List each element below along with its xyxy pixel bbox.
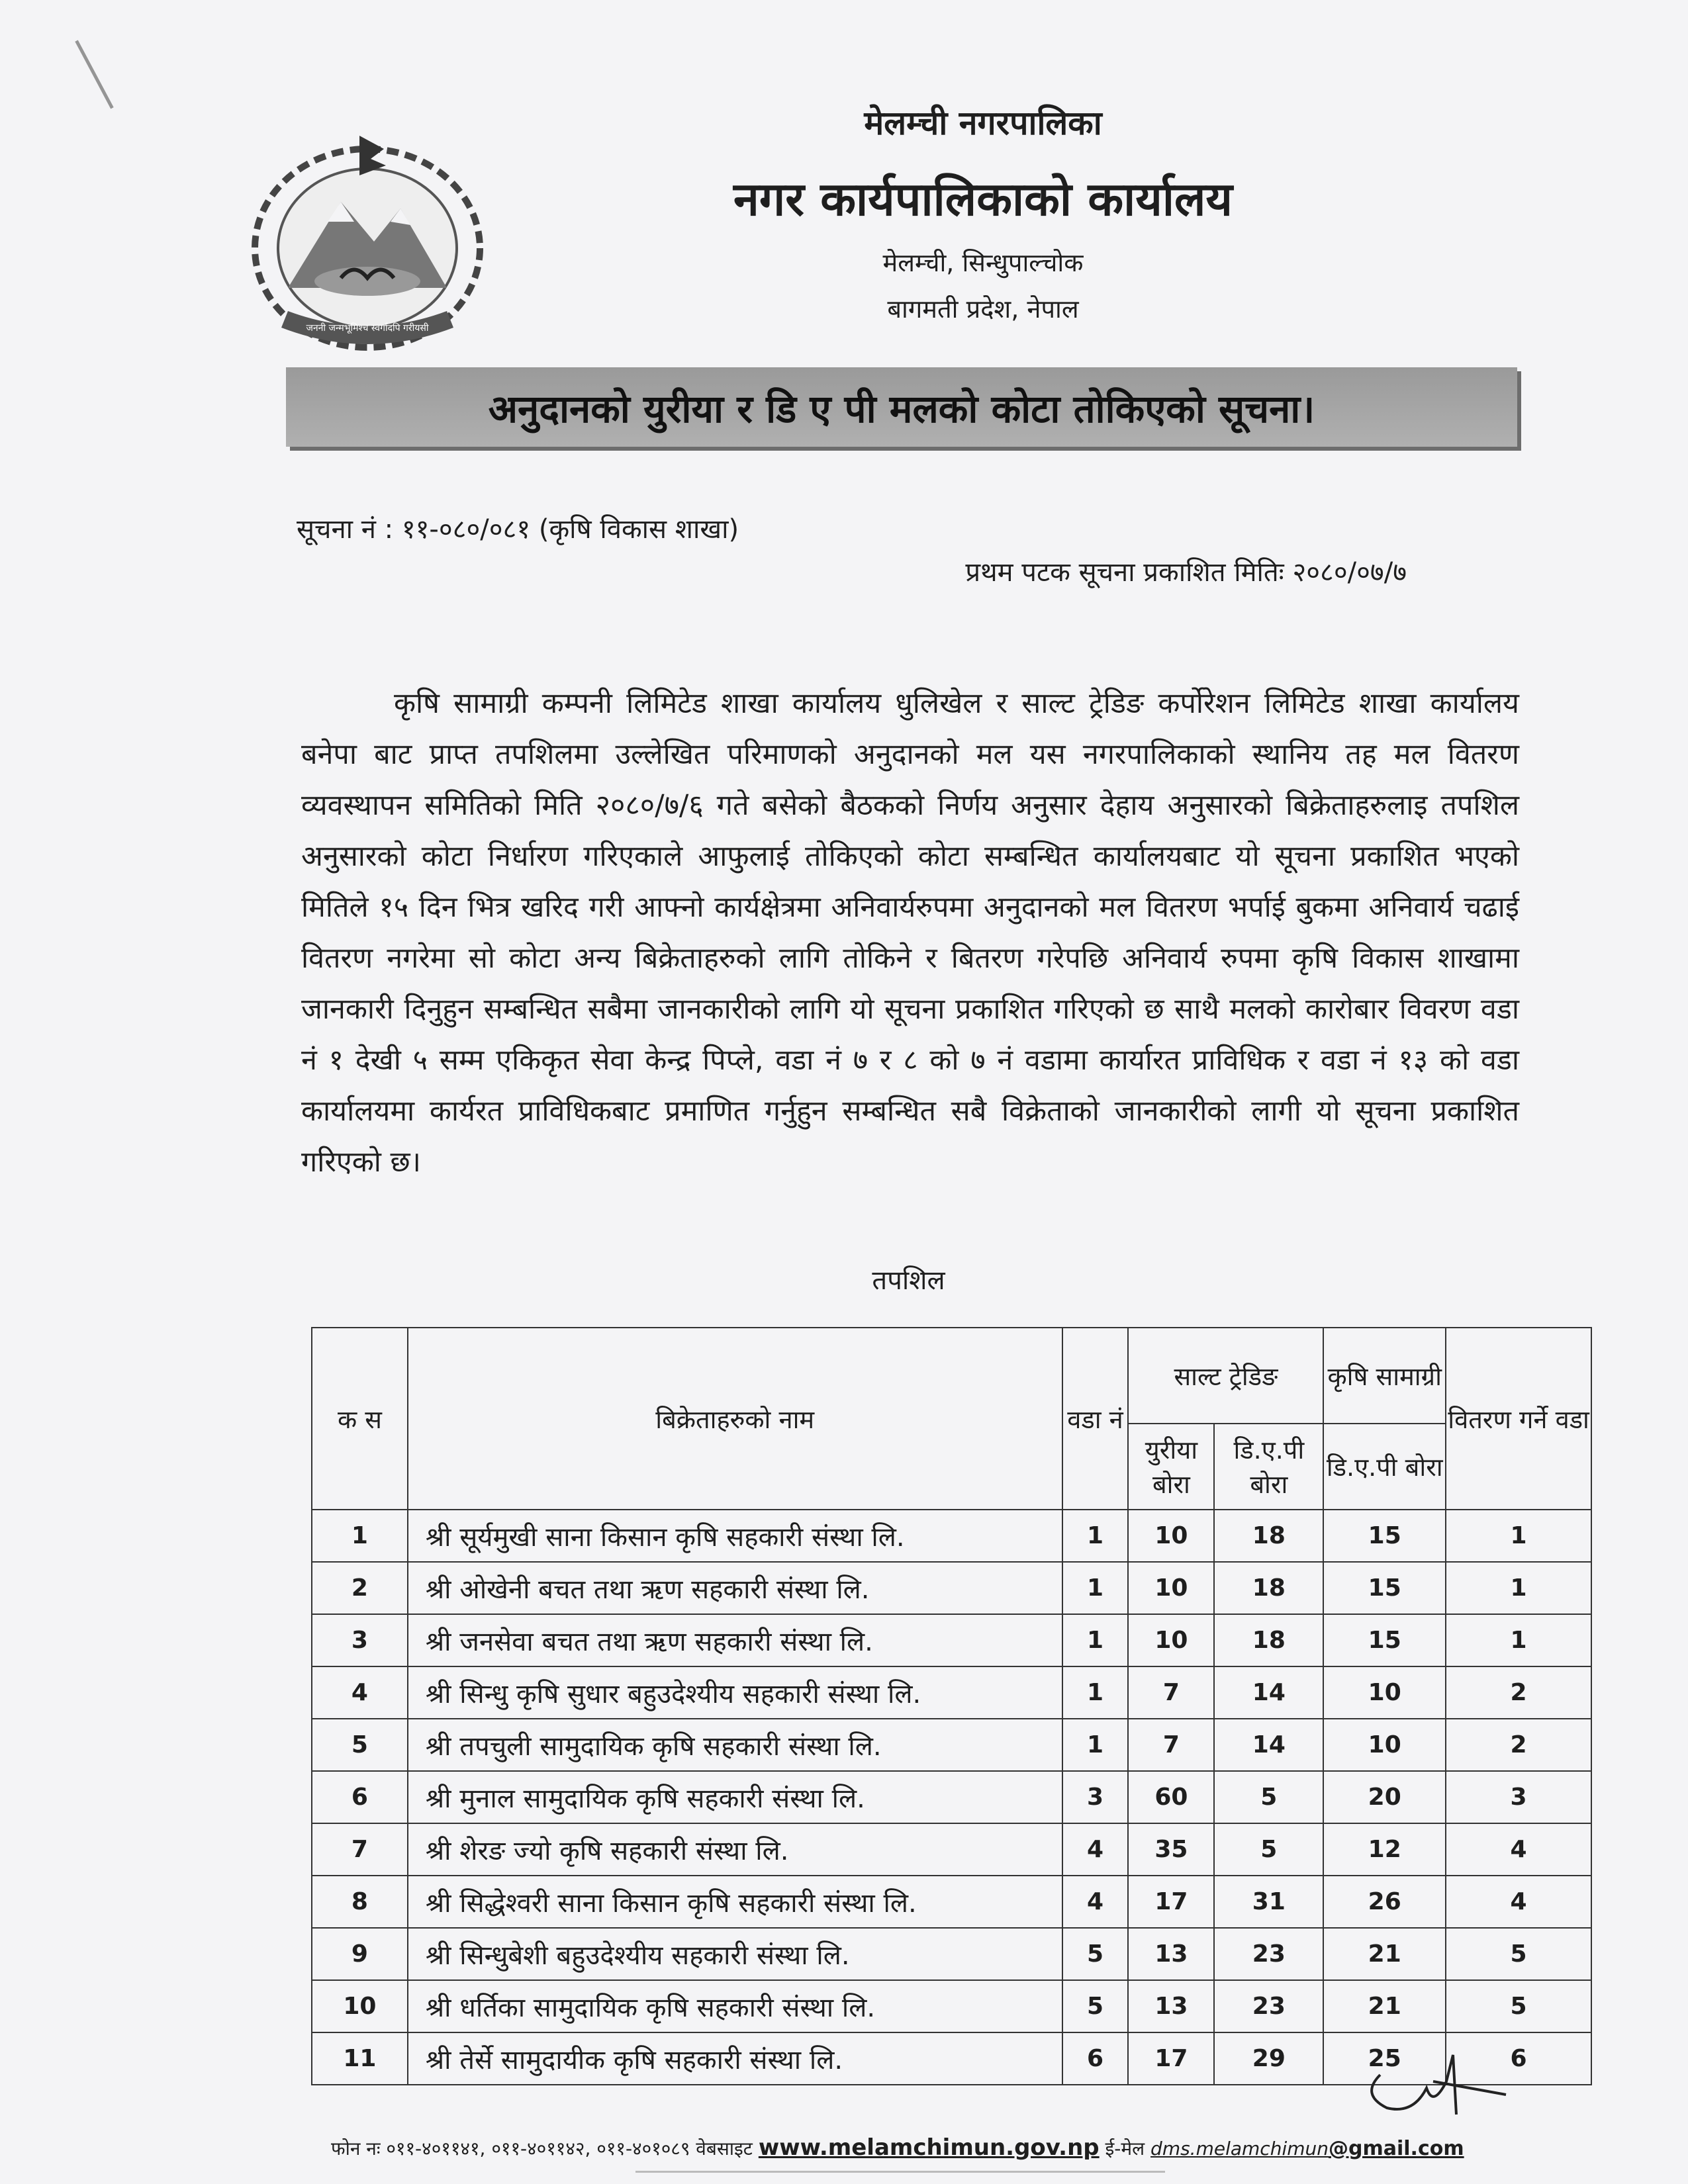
table-row (312, 1719, 1591, 1771)
cell-sn: 1 (312, 1510, 408, 1562)
cell-vendor-name: श्री तेर्से सामुदायीक कृषि सहकारी संस्था लि. (408, 2032, 1062, 2085)
cell-vendor-name: श्री जनसेवा बचत तथा ऋण सहकारी संस्था लि. (408, 1614, 1062, 1666)
table-row (312, 1771, 1591, 1823)
cell-urea: 35 (1128, 1823, 1214, 1876)
cell-vendor-name: श्री सिन्धुबेशी बहुउदेश्यीय सहकारी संस्था लि. (408, 1928, 1062, 1980)
address-line-1: मेलम्ची, सिन्धुपाल्चोक (882, 248, 1084, 277)
cell-urea: 13 (1128, 1980, 1214, 2032)
cell-sn: 10 (312, 1980, 408, 2032)
cell-ward: 5 (1062, 1928, 1129, 1980)
cell-vendor-name: श्री सिन्धु कृषि सुधार बहुउदेश्यीय सहकारी संस्था लि. (408, 1666, 1062, 1719)
header-ward: वडा नं (1062, 1328, 1129, 1510)
table-row (312, 1614, 1591, 1666)
cell-vendor-name: श्री शेरङ ज्यो कृषि सहकारी संस्था लि. (408, 1823, 1062, 1876)
cell-sn: 4 (312, 1666, 408, 1719)
cell-ward: 5 (1062, 1980, 1129, 2032)
table-caption: तपशिल (872, 1265, 945, 1296)
table-row (312, 1876, 1591, 1928)
cell-distribution-ward: 2 (1446, 1666, 1591, 1719)
cell-dap-salt: 18 (1214, 1614, 1323, 1666)
cell-sn: 7 (312, 1823, 408, 1876)
cell-vendor-name: श्री तपचुली सामुदायिक कृषि सहकारी संस्था लि. (408, 1719, 1062, 1771)
cell-dap-krishi: 21 (1323, 1980, 1446, 2032)
cell-vendor-name: श्री ओखेनी बचत तथा ऋण सहकारी संस्था लि. (408, 1562, 1062, 1614)
cell-dap-krishi: 26 (1323, 1876, 1446, 1928)
header-urea: युरीया बोरा (1128, 1424, 1214, 1510)
cell-sn: 3 (312, 1614, 408, 1666)
cell-sn: 8 (312, 1876, 408, 1928)
cell-ward: 4 (1062, 1823, 1129, 1876)
cell-urea: 60 (1128, 1771, 1214, 1823)
cell-dap-salt: 23 (1214, 1980, 1323, 2032)
cell-dap-krishi: 15 (1323, 1614, 1446, 1666)
cell-urea: 7 (1128, 1666, 1214, 1719)
cell-distribution-ward: 2 (1446, 1719, 1591, 1771)
cell-ward: 1 (1062, 1562, 1129, 1614)
quota-table (311, 1327, 1592, 2085)
table-row (312, 1562, 1591, 1614)
notice-number: सूचना नं : ११-०८०/०८१ (कृषि विकास शाखा) (297, 514, 739, 545)
cell-vendor-name: श्री धर्तिका सामुदायिक कृषि सहकारी संस्था लि. (408, 1980, 1062, 2032)
cell-sn: 11 (312, 2032, 408, 2085)
cell-dap-salt: 18 (1214, 1510, 1323, 1562)
table-row (312, 1823, 1591, 1876)
cell-dap-salt: 5 (1214, 1823, 1323, 1876)
notice-title-banner: अनुदानको युरीया र डि ए पी मलको कोटा तोकिएको सूचना। (286, 367, 1517, 447)
cell-vendor-name: श्री सूर्यमुखी साना किसान कृषि सहकारी संस्था लि. (408, 1510, 1062, 1562)
header-salt-trading: साल्ट ट्रेडिङ (1128, 1328, 1323, 1424)
svg-text:जननी जन्मभूमिश्च स्वर्गादपि गर: जननी जन्मभूमिश्च स्वर्गादपि गरीयसी (306, 323, 429, 334)
header-dap-salt: डि.ए.पी बोरा (1214, 1424, 1323, 1510)
cell-ward: 4 (1062, 1876, 1129, 1928)
footer-website-link[interactable]: www.melamchimun.gov.np (758, 2134, 1100, 2161)
footer-email-label: ई-मेल (1105, 2138, 1145, 2160)
cell-dap-krishi: 21 (1323, 1928, 1446, 1980)
cell-ward: 6 (1062, 2032, 1129, 2085)
cell-dap-krishi: 10 (1323, 1719, 1446, 1771)
cell-distribution-ward: 6 (1446, 2032, 1591, 2085)
cell-distribution-ward: 1 (1446, 1510, 1591, 1562)
cell-dap-salt: 23 (1214, 1928, 1323, 1980)
cell-dap-salt: 14 (1214, 1719, 1323, 1771)
address-line-2: बागमती प्रदेश, नेपाल (887, 295, 1079, 324)
cell-dap-krishi: 10 (1323, 1666, 1446, 1719)
table-row (312, 1928, 1591, 1980)
cell-ward: 1 (1062, 1614, 1129, 1666)
cell-urea: 17 (1128, 2032, 1214, 2085)
cell-ward: 3 (1062, 1771, 1129, 1823)
header-distribution-ward: वितरण गर्ने वडा (1446, 1328, 1591, 1510)
table-row (312, 1510, 1591, 1562)
signature (1354, 2035, 1526, 2128)
cell-sn: 5 (312, 1719, 408, 1771)
cell-sn: 6 (312, 1771, 408, 1823)
cell-ward: 1 (1062, 1719, 1129, 1771)
cell-sn: 2 (312, 1562, 408, 1614)
cell-dap-krishi: 15 (1323, 1562, 1446, 1614)
header-sn: क स (312, 1328, 408, 1510)
cell-distribution-ward: 5 (1446, 1928, 1591, 1980)
cell-vendor-name: श्री मुनाल सामुदायिक कृषि सहकारी संस्था लि. (408, 1771, 1062, 1823)
cell-distribution-ward: 1 (1446, 1562, 1591, 1614)
cell-vendor-name: श्री सिद्धेश्वरी साना किसान कृषि सहकारी संस्था लि. (408, 1876, 1062, 1928)
footer-phone: फोन नः ०११-४०११४१, ०११-४०११४२, ०११-४०१०८९ वेबसाइट (331, 2138, 753, 2160)
cell-urea: 17 (1128, 1876, 1214, 1928)
cell-dap-salt: 14 (1214, 1666, 1323, 1719)
footer-contact (331, 2134, 1464, 2161)
cell-urea: 7 (1128, 1719, 1214, 1771)
cell-urea: 10 (1128, 1510, 1214, 1562)
cell-dap-krishi: 20 (1323, 1771, 1446, 1823)
table-row (312, 1980, 1591, 2032)
cell-distribution-ward: 4 (1446, 1823, 1591, 1876)
footer-email-link[interactable]: dms.melamchimun (1150, 2138, 1329, 2160)
cell-dap-salt: 29 (1214, 2032, 1323, 2085)
footer-rule (635, 2171, 1165, 2173)
scan-mark (75, 40, 113, 109)
cell-dap-krishi: 12 (1323, 1823, 1446, 1876)
notice-body: कृषि सामाग्री कम्पनी लिमिटेड शाखा कार्यालय धुलिखेल र साल्ट ट्रेडिङ कर्पोरेशन लिमिटेड शाखा कार्यालय बनेपा बाट प्राप्त तपशिलमा उल्लेखित परिमाणको अनुदानको मल यस नगरपालिकाको स्थानिय तह मल वितरण व्यवस्थापन समितिको मिति २०८०/७/६ गते बसेको बैठकको निर्णय अनुसार देहाय अनुसारको बिक्रेताहरुलाइ तपशिल अनुसारको कोटा निर्धारण गरिएकाले आफुलाई तोकिएको कोटा सम्बन्धित कार्यालयबाट यो सूचना प्रकाशित भएको मितिले १५ दिन भित्र खरिद गरी आफ्नो कार्यक्षेत्रमा अनिवार्यरुपमा अनुदानको मल वितरण भर्पाई बुकमा अनिवार्य चढाई वितरण नगरेमा सो कोटा अन्य बिक्रेताहरुको लागि तोकिने र बितरण गरेपछि अनिवार्य रुपमा कृषि विकास शाखामा जानकारी दिनुहुन सम्बन्धित सबैमा जानकारीको लागि यो सूचना प्रकाशित गरिएको छ साथै मलको कारोबार विवरण वडा नं १ देखी ५ सम्म एकिकृत सेवा केन्द्र पिप्ले, वडा नं ७ र ८ को ७ नं वडामा कार्यारत प्राविधिक र वडा नं १३ को वडा कार्यालयमा कार्यरत प्राविधिकबाट प्रमाणित गर्नुहुन सम्बन्धित सबै विक्रेताको जानकारीको लागी यो सूचना प्रकाशित गरिएको छ। (301, 687, 1519, 1179)
cell-urea: 10 (1128, 1562, 1214, 1614)
table-row (312, 1666, 1591, 1719)
cell-distribution-ward: 1 (1446, 1614, 1591, 1666)
header-dap-krishi: डि.ए.पी बोरा (1323, 1424, 1446, 1510)
municipality-name: मेलम्ची नगरपालिका (864, 104, 1102, 142)
cell-ward: 1 (1062, 1510, 1129, 1562)
footer-email-domain[interactable]: @gmail.com (1329, 2137, 1464, 2160)
cell-ward: 1 (1062, 1666, 1129, 1719)
cell-urea: 10 (1128, 1614, 1214, 1666)
cell-dap-salt: 5 (1214, 1771, 1323, 1823)
cell-dap-krishi: 25 (1323, 2032, 1446, 2085)
publication-date: प्रथम पटक सूचना प्रकाशित मितिः २०८०/०७/७ (965, 557, 1407, 588)
office-name: नगर कार्यपालिकाको कार्यालय (733, 172, 1233, 226)
cell-dap-salt: 31 (1214, 1876, 1323, 1928)
cell-distribution-ward: 4 (1446, 1876, 1591, 1928)
cell-urea: 13 (1128, 1928, 1214, 1980)
header-krishi-samagri: कृषि सामाग्री (1323, 1328, 1446, 1424)
cell-distribution-ward: 3 (1446, 1771, 1591, 1823)
cell-dap-salt: 18 (1214, 1562, 1323, 1614)
cell-sn: 9 (312, 1928, 408, 1980)
cell-distribution-ward: 5 (1446, 1980, 1591, 2032)
cell-dap-krishi: 15 (1323, 1510, 1446, 1562)
header-vendor-name: बिक्रेताहरुको नाम (408, 1328, 1062, 1510)
